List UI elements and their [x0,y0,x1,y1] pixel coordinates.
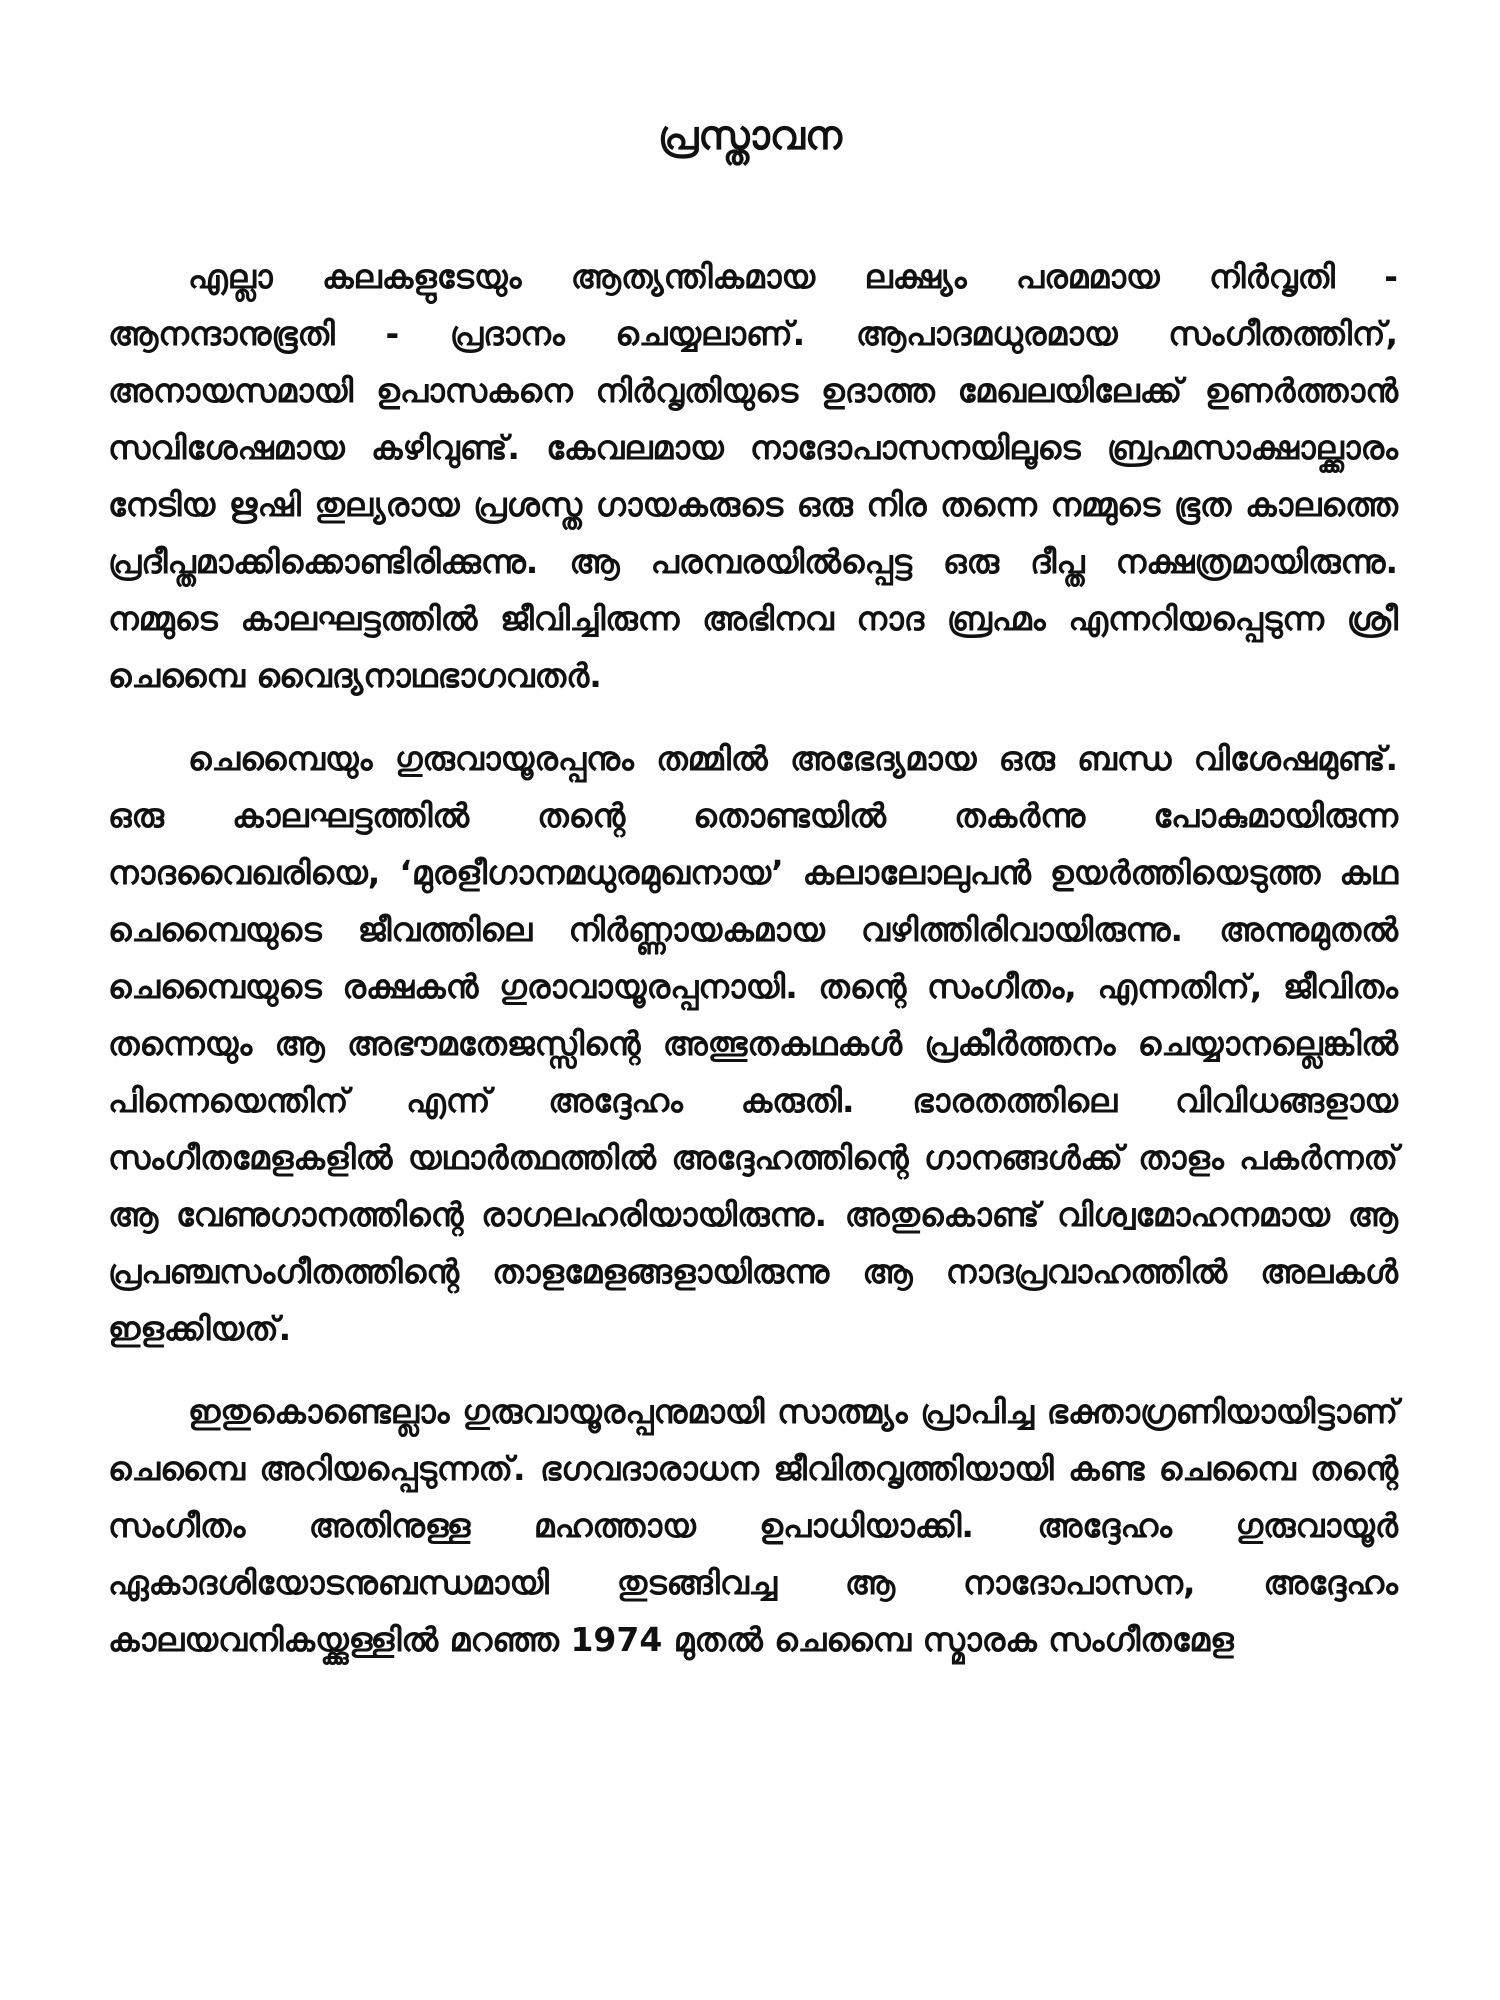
paragraph-3: ഇതുകൊണ്ടെല്ലാം ഗുരുവായൂരപ്പനുമായി സാത്മ്യം പ്രാപിച്ച ഭക്താഗ്രണിയായിട്ടാണ് ചെമ്പൈ അറിയപ്പെടുന്നത്. ഭഗവദാരാധന ജീവിതവൃത്തിയായി കണ്ട ചെമ്പൈ തന്റെ സംഗീതം അതിനുള്ള മഹത്തായ ഉപാധിയാക്കി. അദ്ദേഹം ഗുരുവായൂർ ഏകാദശിയോടനുബന്ധമായി തുടങ്ങിവച്ച ആ നാദോപാസന, അദ്ദേഹം കാലയവനികയ്ക്കുള്ളിൽ മറഞ്ഞ 1974 മുതൽ ചെമ്പൈ സ്മാരക സംഗീതമേള [108,1392,1398,1659]
body-text [108,248,1398,1694]
paragraph-1: എല്ലാ കലകളുടേയും ആത്യന്തികമായ ലക്ഷ്യം പരമമായ നിർവൃതി - ആനന്ദാനുഭൂതി - പ്രദാനം ചെയ്യലാണ്. ആപാദമധുരമായ സംഗീതത്തിന്, അനായസമായി ഉപാസകനെ നിർവൃതിയുടെ ഉദാത്ത മേഖലയിലേക്ക് ഉണർത്താൻ സവിശേഷമായ കഴിവുണ്ട്. കേവലമായ നാദോപാസനയിലൂടെ ബ്രഹ്മസാക്ഷാല്ക്കാരം നേടിയ ഋഷി തുല്യരായ പ്രശസ്ത ഗായകരുടെ ഒരു നിര തന്നെ നമ്മുടെ ഭൂത കാലത്തെ പ്രദീപ്തമാക്കിക്കൊണ്ടിരിക്കുന്നു. ആ പരമ്പരയിൽപ്പെട്ട ഒരു ദീപ്ത നക്ഷത്രമായിരുന്നു. നമ്മുടെ കാലഘട്ടത്തിൽ ജീവിച്ചിരുന്ന അഭിനവ നാദ ബ്രഹ്മം എന്നറിയപ്പെടുന്ന ശ്രീ ചെമ്പൈ വൈദ്യനാഥഭാഗവതർ. [108,257,1398,695]
paragraph-2: ചെമ്പൈയും ഗുരുവായൂരപ്പനും തമ്മിൽ അഭേദ്യമായ ഒരു ബന്ധ വിശേഷമുണ്ട്. ഒരു കാലഘട്ടത്തിൽ തന്റെ തൊണ്ടയിൽ തകർന്നു പോകുമായിരുന്ന നാദവൈഖരിയെ, ‘മുരളീഗാനമധുരമുഖനായ’ കലാലോലുപൻ ഉയർത്തിയെടുത്ത കഥ ചെമ്പൈയുടെ ജീവത്തിലെ നിർണ്ണായകമായ വഴിത്തിരിവായിരുന്നു. അന്നുമുതൽ ചെമ്പൈയുടെ രക്ഷകൻ ഗുരാവായൂരപ്പനായി. തന്റെ സംഗീതം, എന്നതിന്, ജീവിതം തന്നെയും ആ അഭൗമതേജസ്സിന്റെ അത്ഭുതകഥകൾ പ്രകീർത്തനം ചെയ്യാനല്ലെങ്കിൽ പിന്നെയെന്തിന് എന്ന് അദ്ദേഹം കരുതി. ഭാരതത്തിലെ വിവിധങ്ങളായ സംഗീതമേളകളിൽ യഥാർത്ഥത്തിൽ അദ്ദേഹത്തിന്റെ ഗാനങ്ങൾക്ക് താളം പകർന്നത് ആ വേണുഗാനത്തിന്റെ രാഗലഹരിയായിരുന്നു. അതുകൊണ്ട് വിശ്വമോഹനമായ ആ പ്രപഞ്ചസംഗീതത്തിന്റെ താളമേളങ്ങളായിരുന്നു ആ നാദപ്രവാഹത്തിൽ അലകൾ ഇളക്കിയത്. [108,739,1398,1348]
page-title: പ്രസ്താവന [657,113,843,159]
